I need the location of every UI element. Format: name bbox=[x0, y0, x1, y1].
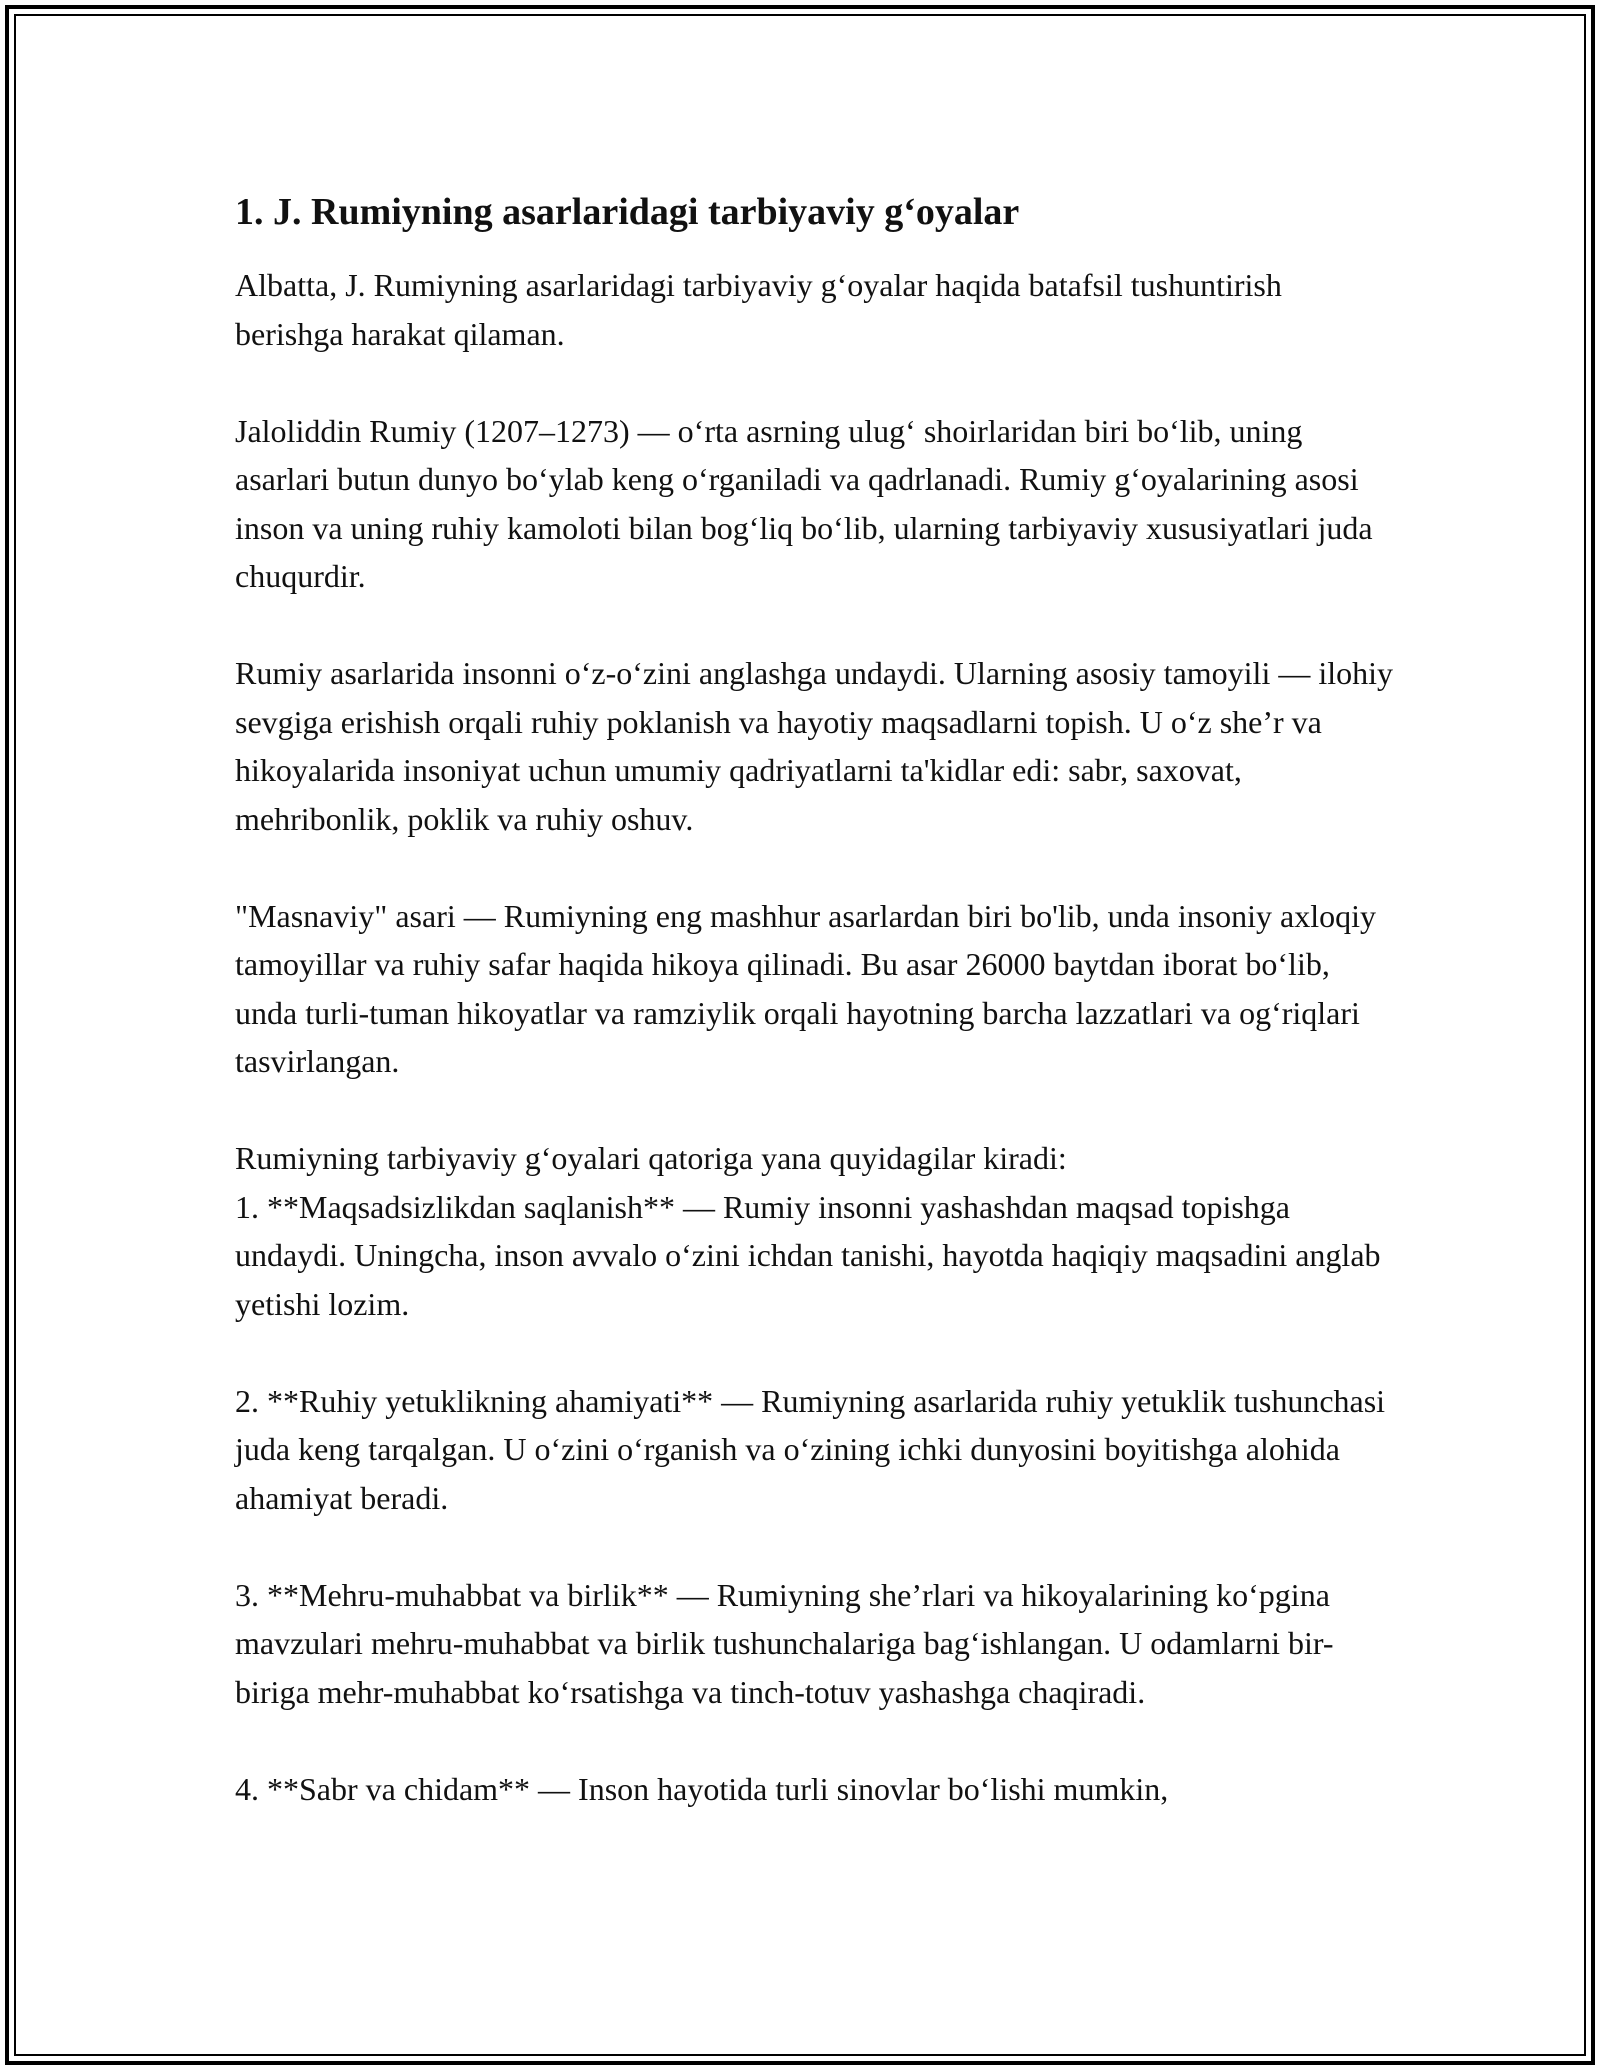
list-intro-paragraph: Rumiyning tarbiyaviy g‘oyalari qatoriga yana quyidagilar kiradi: bbox=[235, 1140, 1067, 1176]
list-item-2: 2. **Ruhiy yetuklikning ahamiyati** — Rumiyning asarlarida ruhiy yetuklik tushunchasi juda keng tarqalgan. U o‘zini o‘rganish va o‘zining ichki dunyosini boyitishga alohida ahamiyat beradi. bbox=[235, 1382, 1386, 1516]
masnaviy-paragraph: "Masnaviy" asari — Rumiyning eng mashhur asarlardan biri bo'lib, unda insoniy axloqiy tamoyillar va ruhiy safar haqida hikoya qilinadi. Bu asar 26000 baytdan iborat bo‘lib, unda turli-tuman hikoyatlar va ramziylik orqali hayotning barcha lazzatlari va og‘riqlari tasvirlangan. bbox=[235, 897, 1377, 1079]
list-item-4: 4. **Sabr va chidam** — Inson hayotida turli sinovlar bo‘lishi mumkin, bbox=[235, 1770, 1169, 1807]
biography-paragraph: Jaloliddin Rumiy (1207–1273) — o‘rta asrning ulug‘ shoirlaridan biri bo‘lib, uning asarlari butun dunyo bo‘ylab keng o‘rganiladi va qadrlanadi. Rumiy g‘oyalarining asosi inson va uning ruhiy kamoloti bilan bog‘liq bo‘lib, ularning tarbiyaviy xususiyatlari juda chuqurdir. bbox=[235, 412, 1373, 594]
principles-paragraph: Rumiy asarlarida insonni o‘z-o‘zini anglashga undaydi. Ularning asosiy tamoyili — ilohiy sevgiga erishish orqali ruhiy poklanish va hayotiy maqsadlarni topish. U o‘z she’r va hikoyalarida insoniyat uchun umumiy qadriyatlarni ta'kidlar edi: sabr, saxovat, mehribonlik, poklik va ruhiy oshuv. bbox=[235, 655, 1393, 837]
list-item-3: 3. **Mehru-muhabbat va birlik** — Rumiyning she’rlari va hikoyalarining ko‘pgina mavzulari mehru-muhabbat va birlik tushunchalariga bag‘ishlangan. U odamlarni bir-biriga mehr-muhabbat ko‘rsatishga va tinch-totuv yashashga chaqiradi. bbox=[235, 1576, 1334, 1710]
document-body bbox=[235, 188, 1395, 1862]
list-item-1: 1. **Maqsadsizlikdan saqlanish** — Rumiy insonni yashashdan maqsad topishga undaydi. Uningcha, inson avvalo o‘zini ichdan tanishi, hayotda haqiqiy maqsadini anglab yetishi lozim. bbox=[235, 1188, 1381, 1322]
intro-paragraph: Albatta, J. Rumiyning asarlaridagi tarbiyaviy g‘oyalar haqida batafsil tushuntirish berishga harakat qilaman. bbox=[235, 267, 1282, 352]
section-heading: 1. J. Rumiyning asarlaridagi tarbiyaviy g‘oyalar bbox=[235, 191, 1020, 233]
